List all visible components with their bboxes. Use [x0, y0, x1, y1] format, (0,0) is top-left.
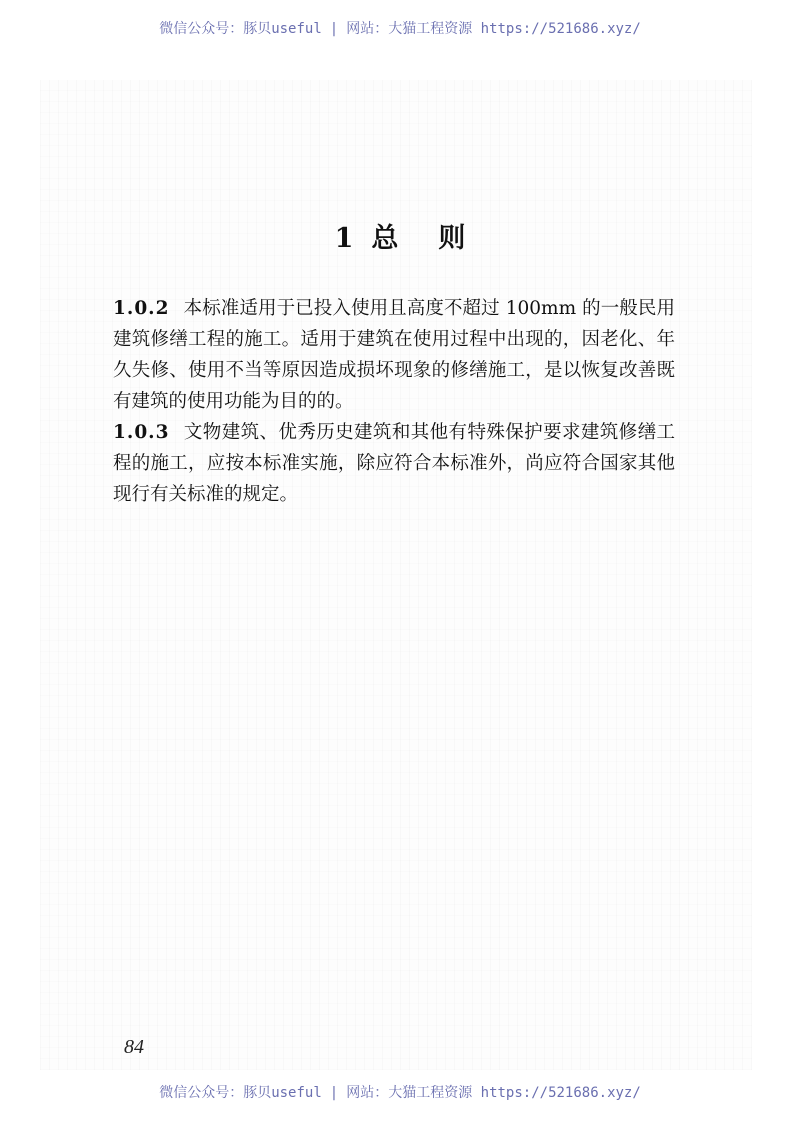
- clause-text: 本标准适用于已投入使用且高度不超过 100mm 的一般民用建筑修缮工程的施工。适用于建筑在使用过程中出现的，因老化、年久失修、使用不当等原因造成损坏现象的修缮施工，是以恢复改善既有建筑的使用功能为目的的。: [113, 298, 675, 412]
- watermark-wechat: 微信公众号：豚贝useful: [159, 1085, 322, 1101]
- clause-number: 1.0.3: [113, 422, 170, 443]
- clause-number: 1.0.2: [113, 298, 170, 319]
- page-number: 84: [124, 1036, 144, 1058]
- chapter-number: 1: [334, 223, 354, 254]
- chapter-title-char-1: 总: [371, 223, 399, 254]
- watermark-site-link[interactable]: 网站：大猫工程资源 https://521686.xyz/: [346, 1085, 641, 1101]
- watermark-separator: |: [329, 21, 339, 37]
- watermark-separator: |: [329, 1085, 339, 1101]
- watermark-header: [0, 18, 800, 38]
- watermark-wechat: 微信公众号：豚贝useful: [159, 21, 322, 37]
- clause-1-0-2: [113, 293, 675, 417]
- clause-text: 文物建筑、优秀历史建筑和其他有特殊保护要求建筑修缮工程的施工，应按本标准实施，除应符合本标准外，尚应符合国家其他现行有关标准的规定。: [113, 422, 675, 505]
- chapter-title: [0, 216, 800, 255]
- chapter-title-char-2: 则: [438, 223, 466, 254]
- watermark-footer: [0, 1082, 800, 1102]
- clause-1-0-3: [113, 417, 675, 510]
- watermark-site-link[interactable]: 网站：大猫工程资源 https://521686.xyz/: [346, 21, 641, 37]
